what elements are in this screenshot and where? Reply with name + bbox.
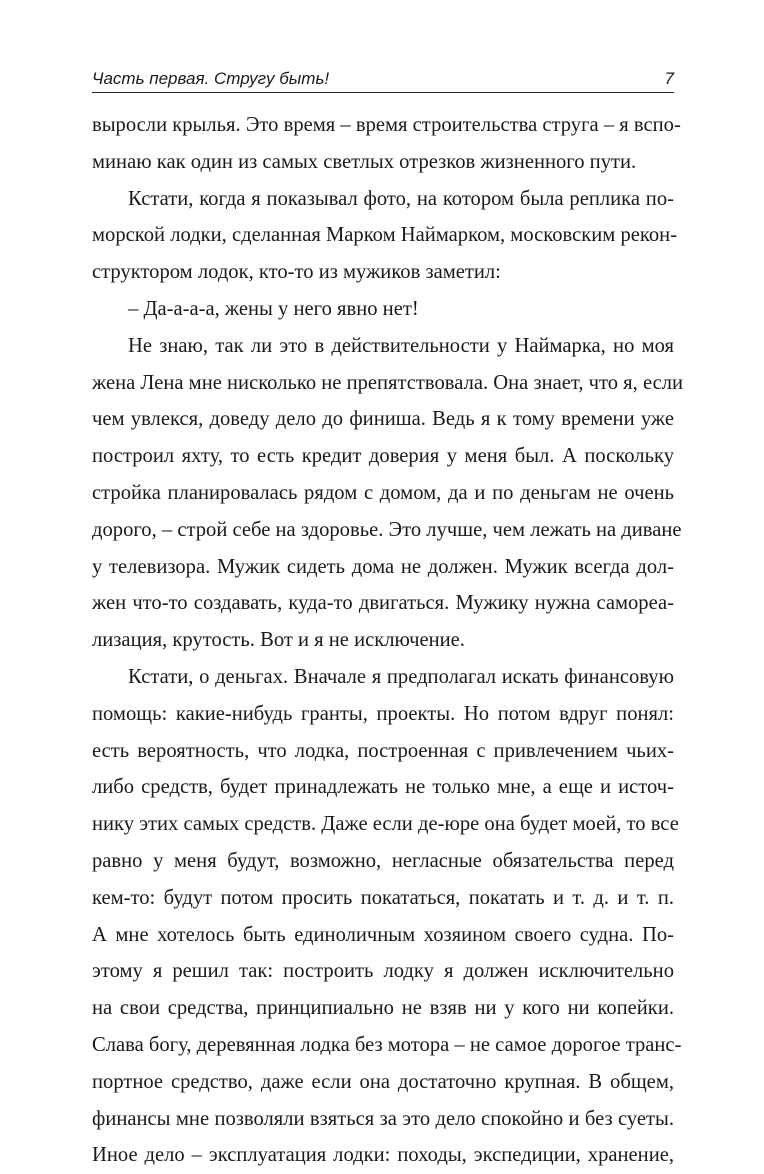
text-line: чем увлекся, доведу дело до финиша. Ведь я к тому времени уже: [92, 408, 674, 431]
text-line: выросли крылья. Это время – время строительства струга – я вспо-: [92, 114, 681, 136]
text-line: этому я решил так: построить лодку я должен исключительно: [92, 960, 674, 983]
text-line: кем-то: будут потом просить покататься, покатать и т. д. и т. п.: [92, 886, 674, 909]
text-line: Иное дело – эксплуатация лодки: походы, экспедиции, хранение,: [92, 1144, 674, 1167]
text-line: нику этих самых средств. Даже если де-юре она будет моей, то все: [92, 813, 679, 836]
text-line: жена Лена мне нисколько не препятствовала. Она знает, что я, если: [92, 371, 684, 394]
text-line: есть вероятность, что лодка, построенная с привлечением чьих-: [92, 739, 674, 762]
running-head: [92, 66, 674, 93]
text-line: портное средство, даже если она достаточно крупная. В общем,: [92, 1070, 674, 1093]
text-line: – Да-а-а-а, жены у него явно нет!: [128, 297, 419, 320]
body-text: [92, 107, 684, 1174]
text-line: жен что-то создавать, куда-то двигаться. Мужику нужна самореа-: [92, 592, 674, 615]
text-line: помощь: какие-нибудь гранты, проекты. Но потом вдруг понял:: [92, 702, 674, 725]
text-line: морской лодки, сделанная Марком Наймарком, московским рекон-: [92, 224, 678, 247]
page-number: 7: [664, 69, 674, 88]
text-line: Слава богу, деревянная лодка без мотора – не самое дорогое транс-: [92, 1033, 682, 1056]
text-line: стройка планировалась рядом с домом, да и по деньгам не очень: [92, 481, 674, 504]
book-page: [92, 0, 684, 1167]
text-line: финансы мне позволяли взяться за это дело спокойно и без суеты.: [92, 1107, 674, 1130]
text-line: равно у меня будут, возможно, негласные обязательства перед: [92, 849, 674, 872]
text-line: лизация, крутость. Вот и я не исключение.: [92, 629, 465, 652]
text-line: А мне хотелось быть единоличным хозяином своего судна. По-: [92, 923, 674, 946]
text-line: на свои средства, принципиально не взяв ни у кого ни копейки.: [92, 997, 674, 1020]
text-line: Не знаю, так ли это в действительности у Наймарка, но моя: [128, 334, 674, 357]
text-line: у телевизора. Мужик сидеть дома не должен. Мужик всегда дол-: [92, 555, 674, 578]
text-line: Кстати, о деньгах. Вначале я предполагал искать финансовую: [128, 665, 674, 688]
text-line: построил яхту, то есть кредит доверия у меня был. А поскольку: [92, 445, 674, 468]
text-line: минаю как один из самых светлых отрезков жизненного пути.: [92, 150, 637, 173]
text-line: структором лодок, кто-то из мужиков заметил:: [92, 261, 501, 284]
text-line: либо средств, будет принадлежать не только мне, а еще и источ-: [92, 776, 674, 799]
text-line: дорого, – строй себе на здоровье. Это лучше, чем лежать на диване: [92, 518, 682, 541]
text-line: Кстати, когда я показывал фото, на котором была реплика по-: [128, 187, 674, 210]
chapter-title: Часть первая. Стругу быть!: [92, 69, 330, 88]
